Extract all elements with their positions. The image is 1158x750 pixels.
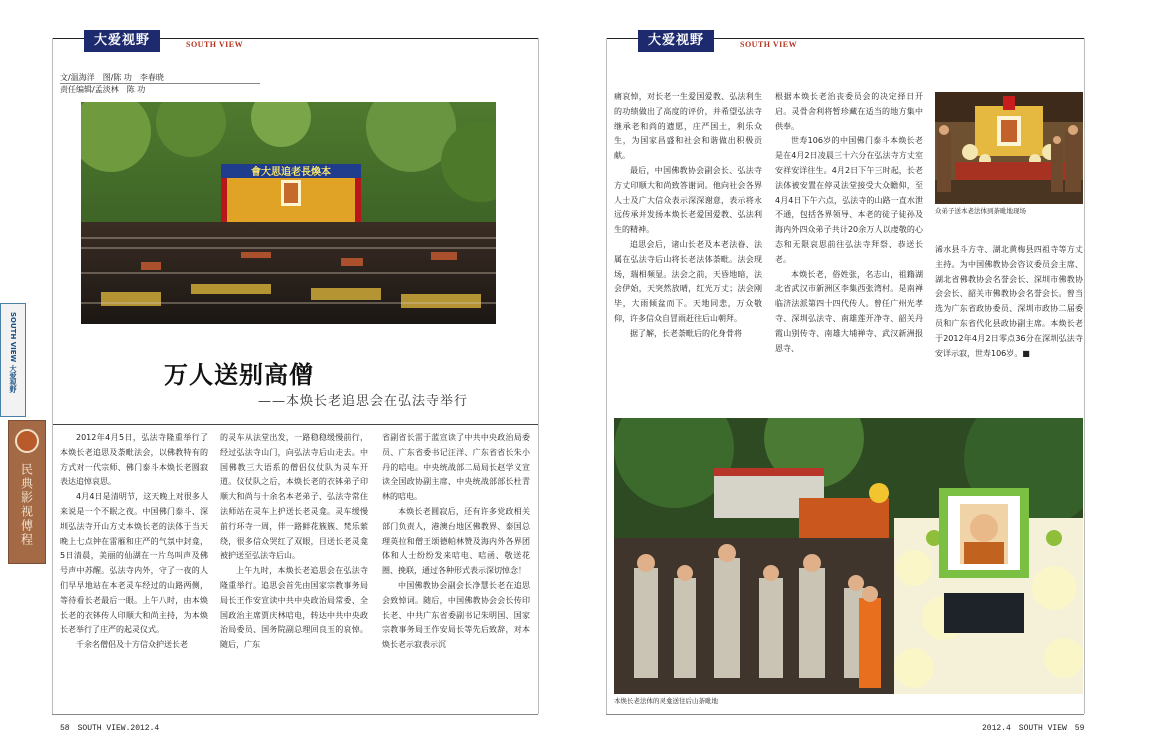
- article-subtitle: ——本焕长老追思会在弘法寺举行: [258, 394, 469, 409]
- right-page-outer-edge: [1084, 38, 1085, 714]
- right-column-2: [775, 90, 923, 395]
- side-tab-top-text: SOUTH VIEW 大爱视野: [9, 312, 17, 393]
- side-tab-bottom-text: 民典影视傅程: [19, 463, 34, 547]
- left-column-2: [220, 431, 368, 711]
- caption-bottom-photo: 本焕长老法体的灵龛送往后山荼毗地: [614, 697, 718, 705]
- paragraph: 千余名僧侣及十方信众护送长老: [76, 640, 188, 650]
- memorial-ceremony-photo: [81, 102, 496, 324]
- left-page-inner-edge: [52, 38, 53, 714]
- article-title: 万人送别高僧: [164, 361, 314, 389]
- procession-photo: [614, 418, 1083, 694]
- credits-line-2: 责任编辑/孟淡林 陈 功: [60, 85, 146, 94]
- paragraph: 上午九时，本焕长老追思会在弘法寺隆重举行。追思会首先由国家宗教事务局局长王作安宣读中共中央政治局常委、全国政治主席贾庆林唁电，转达中共中央政治局委员、国务院副总理回良玉的哀悼。随后，广东: [220, 566, 368, 650]
- paragraph: 本焕长老，俗姓张，名志山，祖籍湖北省武汉市新洲区李集西张湾村。是南禅临济法派第四十四代传人。曾任广州光孝寺、深圳弘法寺、南雄莲开净寺、韶关丹霞山别传寺、南雄大埔禅寺、武汉新洲报恩寺、: [775, 269, 923, 353]
- paragraph: 的灵车从法堂出发，一路稳稳缓慢前行，经过弘法寺山门，向弘法寺后山走去。中国佛教三大语系的僧侣仪仗队为灵车开道。仪仗队之后，本焕长老的衣钵弟子印顺大和尚与十余名本老弟子、弘法寺常住法师站在灵车上护送长老灵龛。灵车缓慢前行环寺一周，伴一路鲜花簇簇、梵乐萦绕，很多信众哭红了双眼，目送长老灵龛被护送至弘法寺后山。: [220, 433, 368, 561]
- left-page-edge: [538, 38, 539, 714]
- paragraph: 最后，中国佛教协会副会长、弘法寺方丈印顺大和尚致答谢词。他向社会各界人士及广大信众表示深深谢意，表示将永远传承并发扬本焕长老爱国爱教、弘法利生的精神。: [614, 165, 762, 235]
- paragraph: 本焕长老圆寂后，还有许多党政相关部门负责人，港澳台地区佛教界、泰国总理英拉和僧王颂德帕林赞及海内外各界团体和人士纷纷发来唁电、唁函、敬送花圈、挽联，通过各种形式表示深切悼念！: [382, 506, 530, 576]
- paragraph: 中国佛教协会副会长净慧长老在追思会致悼词。随后，中国佛教协会会长传印长老、中共广东省委副书记朱明国、国家宗教事务局王作安局长等先后致辞，对本焕长老示寂表示沉: [382, 580, 530, 650]
- paragraph: 痛哀悼，对长老一生爱国爱教、弘法利生的功绩做出了高度的评价，并希望弘法寺继承老和尚的遗愿，庄严国土，利乐众生，为国家昌盛和社会和谐做出积极贡献。: [614, 92, 762, 161]
- left-section-tab: 大爱视野: [84, 30, 160, 52]
- caption-top-photo: 众弟子送本老法体到荼毗地现场: [935, 207, 1026, 215]
- side-tab-top: [0, 303, 26, 417]
- right-column-3: [935, 243, 1083, 395]
- left-footer-rule: [52, 714, 538, 715]
- side-tab-bottom: [8, 420, 46, 564]
- paragraph: 追思会后，诸山长老及本老法眷、法属在弘法寺后山将长老法体荼毗。法会现场，瑞相频显。法会之前，天昏地暗，法会伊始，天突然放晴，红光万丈；法会刚毕，大雨倾盆而下。天地同悲，万众敬仰，许多信众自冒雨赶往后山朝拜。: [614, 239, 762, 323]
- paragraph: 根据本焕长老治丧委员会的决定择日开启。灵骨舍利将暂珍藏在适当的地方集中供奉。: [775, 92, 923, 131]
- right-page-edge: [606, 38, 607, 714]
- banner-text: 會大思追老長煥本: [251, 167, 331, 178]
- left-section-tag: SOUTH VIEW: [186, 40, 244, 49]
- credits-line-1: 文/温海洋 图/陈 功 李春晓: [60, 72, 260, 84]
- right-footer-rule: [606, 714, 1084, 715]
- paragraph: 省副省长雷于蓝宣读了中共中央政治局委员、广东省委书记汪洋、广东省省长朱小丹的唁电。中央统战部二局局长赵学义宣读全国政协副主席、中央统战部部长杜青林的唁电。: [382, 433, 530, 502]
- right-column-1: [614, 90, 762, 395]
- altar-ceremony-photo: [935, 92, 1083, 204]
- left-column-3: [382, 431, 530, 711]
- left-credits: [60, 72, 260, 95]
- paragraph: 4月4日是清明节，这天晚上对很多人来说是一个不眠之夜。中国佛门泰斗、深圳弘法寺开山方丈本焕长老的法体于当天晚上七点钟在雷雁和庄严的气氛中封龛，5日清晨，美丽的仙湖在一片鸟叫声及佛号声中苏醒。弘法寺内外，守了一夜的人们早早地站在本老灵车经过的山路两侧，等待看长老最后一眼。上午八时，由本焕长老的衣钵传人印顺大和尚主持，为本焕长老举行了庄严的起灵仪式。: [60, 492, 208, 635]
- paragraph: 浠水县斗方寺、湖北黄梅县四祖寺等方丈主持。为中国佛教协会咨议委员会主席、湖北省佛教协会名誉会长、深圳市佛教协会会长、韶关市佛教协会名誉会长。曾当选为广东省政协委员、深圳市政协二届委员和广东省代化县政协副主席。本焕长老于2012年4月2日零点36分在深圳弘法寺安详示寂，世寿106岁。■: [935, 245, 1083, 358]
- right-folio: 2012.4 SOUTH VIEW 59: [982, 724, 1085, 733]
- left-body-top-rule: [52, 424, 538, 425]
- paragraph: 据了解，长老荼毗后的化身骨将: [630, 328, 742, 338]
- side-tab-seal-icon: [15, 429, 39, 453]
- left-folio: 58 SOUTH VIEW.2012.4: [60, 724, 160, 733]
- paragraph: 世寿106岁的中国佛门泰斗本焕长老是在4月2日凌晨三十六分在弘法寺方丈室安祥安详往生。4月2日下午三时起，长老法体被安置在停灵法堂接受大众瞻仰，至4月4日下午六点，弘法寺的山路一直水泄不通，包括各界领导、本老的徒子徒孙及海内外四众弟子共计20余万人以虔敬的心态和无限哀思前往弘法寺拜祭、恭送长老。: [775, 136, 923, 264]
- left-column-1: [60, 431, 208, 711]
- right-section-tab: 大爱视野: [638, 30, 714, 52]
- right-section-tag: SOUTH VIEW: [740, 40, 798, 49]
- paragraph: 2012年4月5日，弘法寺隆重举行了本焕长老追思及荼毗法会，以佛教特有的方式对一代宗师、佛门泰斗本焕长老圆寂表达追悼哀思。: [60, 433, 208, 487]
